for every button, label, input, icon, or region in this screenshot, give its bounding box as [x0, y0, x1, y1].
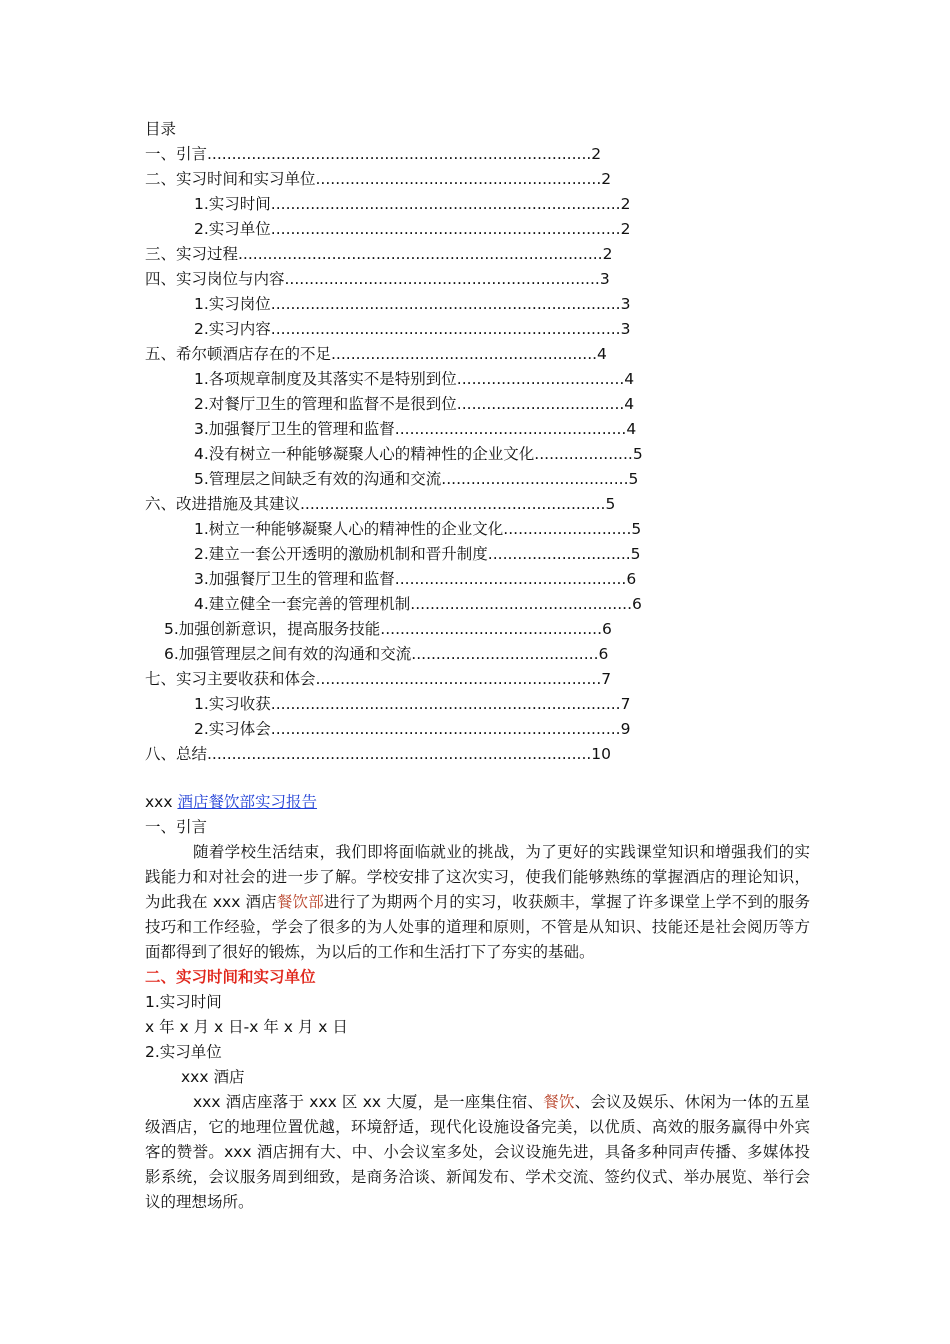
toc-row[interactable]: 3.加强餐厅卫生的管理和监督...............................................6 [194, 570, 637, 588]
unit-paragraph [145, 1090, 810, 1215]
toc-row[interactable]: 5.管理层之间缺乏有效的沟通和交流......................................5 [194, 470, 639, 488]
toc-title: 目录 [145, 120, 177, 138]
toc-row[interactable]: 五、希尔顿酒店存在的不足......................................................4 [145, 345, 607, 363]
toc-row[interactable]: 二、实习时间和实习单位..........................................................2 [145, 170, 612, 188]
toc-row[interactable]: 八、总结..............................................................................10 [145, 745, 612, 763]
internship-dates: x 年 x 月 x 日-x 年 x 月 x 日 [145, 1018, 348, 1036]
section-heading-intro: 一、引言 [145, 818, 208, 836]
unit-text-a: xxx 酒店座落于 xxx 区 xx 大厦，是一座集住宿、 [193, 1093, 544, 1111]
intro-paragraph [145, 840, 810, 965]
toc-row[interactable]: 5.加强创新意识，提高服务技能.............................................6 [164, 620, 612, 638]
toc-row[interactable]: 2.实习内容.......................................................................3 [194, 320, 631, 338]
toc-row[interactable]: 4.建立健全一套完善的管理机制.............................................6 [194, 595, 642, 613]
toc-row[interactable]: 2.实习单位.......................................................................2 [194, 220, 631, 238]
toc-row[interactable]: 1.树立一种能够凝聚人心的精神性的企业文化..........................5 [194, 520, 642, 538]
subheading-unit: 2.实习单位 [145, 1043, 222, 1061]
toc-row[interactable]: 1.实习时间.......................................................................2 [194, 195, 631, 213]
toc-row[interactable]: 4.没有树立一种能够凝聚人心的精神性的企业文化....................5 [194, 445, 643, 463]
unit-text-b: 、会议及娱乐、休闲为一体的五星级酒店，它的地理位置优越，环境舒适，现代化设施设备完美，以优质、高效的服务赢得中外宾客的赞誉。xxx 酒店拥有大、中、小会议室多处，会议设施先进，具备多种同声传播、多媒体投影系统，会议服务周到细致，是商务洽谈、新闻发布、学术交流、签约仪式、举办展览、举行会议的理想场所。 [145, 1093, 810, 1211]
unit-name: xxx 酒店 [181, 1068, 245, 1086]
toc-row[interactable]: 1.实习收获.......................................................................7 [194, 695, 631, 713]
intro-text-b: 进行了为期两个月的实习，收获颇丰，掌握了许多课堂上学不到的服务技巧和工作经验，学会了很多的为人处事的道理和原则，不管是从知识、技能还是社会阅历等方面都得到了很好的锻炼，为以后的工作和生活打下了夯实的基础。 [145, 893, 810, 961]
toc-row[interactable]: 3.加强餐厅卫生的管理和监督...............................................4 [194, 420, 637, 438]
intro-text-highlight: 餐饮部 [276, 893, 324, 911]
toc-row[interactable]: 2.建立一套公开透明的激励机制和晋升制度.............................5 [194, 545, 641, 563]
toc-row[interactable]: 2.对餐厅卫生的管理和监督不是很到位..................................4 [194, 395, 635, 413]
toc-row[interactable]: 1.实习岗位.......................................................................3 [194, 295, 631, 313]
toc-row[interactable]: 七、实习主要收获和体会..........................................................7 [145, 670, 612, 688]
intro-text-a: 随着学校生活结束，我们即将面临就业的挑战，为了更好的实践课堂知识和增强我们的实践能力和对社会的进一步了解。学校安排了这次实习，使我们能够熟练的掌握酒店的理论知识，为此我在 xxx 酒店 [145, 843, 810, 911]
toc-row[interactable]: 一、引言..............................................................................2 [145, 145, 602, 163]
report-title-link[interactable]: 酒店餐饮部实习报告 [177, 793, 317, 811]
section-heading-time-unit: 二、实习时间和实习单位 [145, 968, 316, 986]
unit-text-highlight: 餐饮 [543, 1093, 575, 1111]
report-title-prefix: xxx [145, 793, 178, 811]
subheading-time: 1.实习时间 [145, 993, 222, 1011]
toc-row[interactable]: 1.各项规章制度及其落实不是特别到位..................................4 [194, 370, 635, 388]
toc-row[interactable]: 6.加强管理层之间有效的沟通和交流......................................6 [164, 645, 609, 663]
toc-row[interactable]: 2.实习体会.......................................................................9 [194, 720, 631, 738]
toc-row[interactable]: 六、改进措施及其建议..............................................................5 [145, 495, 616, 513]
toc-row[interactable]: 三、实习过程..........................................................................2 [145, 245, 613, 263]
toc-row[interactable]: 四、实习岗位与内容................................................................3 [145, 270, 610, 288]
report-title [145, 790, 317, 815]
